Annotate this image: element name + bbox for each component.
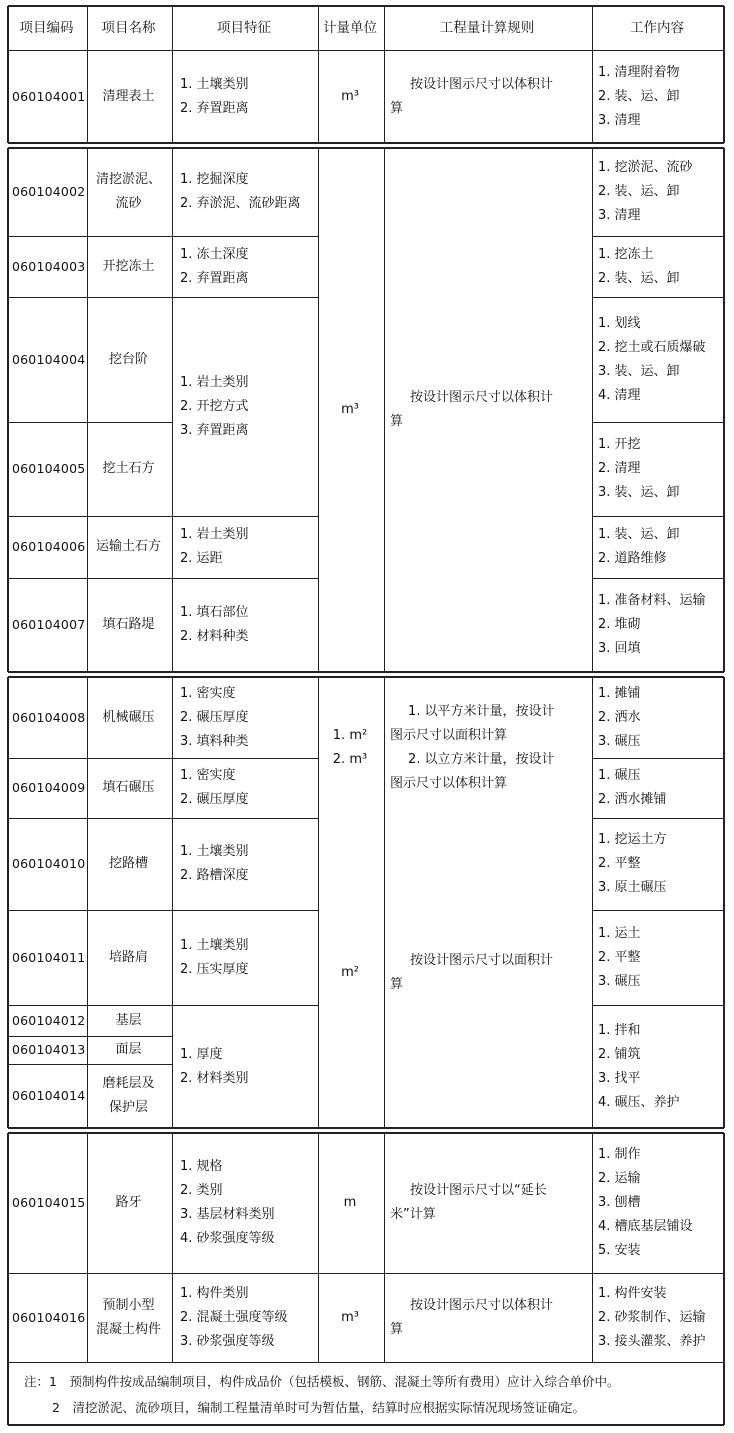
header-features — [172, 16, 316, 40]
item-code — [12, 85, 85, 109]
item-name-line: 清挖淤泥、 — [95, 172, 161, 187]
measure-unit-line: 2. m³ — [332, 752, 368, 767]
measure-unit-line: m³ — [341, 89, 359, 104]
item-code-line: 060104004 — [12, 352, 86, 367]
item-features — [180, 523, 316, 571]
item-features-line: 2. 弃置距离 — [180, 101, 249, 116]
table-rule — [592, 1133, 593, 1362]
table-rule — [592, 516, 724, 517]
item-features-line: 3. 基层材料类别 — [180, 1207, 275, 1222]
item-name-line: 培路肩 — [108, 950, 148, 965]
item-work-line: 1. 准备材料、运输 — [598, 593, 706, 608]
table-rule — [8, 1064, 172, 1065]
item-features-line: 3. 弃置距离 — [180, 423, 249, 438]
table-rule — [384, 148, 385, 672]
table-rule — [8, 297, 172, 298]
item-name — [87, 1009, 170, 1033]
item-features-line: 2. 压实厚度 — [180, 962, 249, 977]
item-code — [12, 852, 85, 876]
table-rule — [384, 1133, 385, 1362]
item-work-line: 2. 洒水摊铺 — [598, 792, 667, 807]
item-features — [180, 764, 316, 812]
item-code — [12, 1009, 85, 1033]
item-code-line: 060104011 — [12, 950, 86, 965]
table-rule — [592, 148, 593, 672]
item-name — [87, 776, 170, 800]
calculation-rule-line: 按设计图示尺寸以体积计 — [410, 77, 554, 92]
note-2: 2 清挖淤泥、流砂项目，编制工程量清单时可为暂估量，结算时应根据实际情况现场签证确定。 — [52, 1400, 585, 1415]
item-work — [598, 312, 722, 408]
item-work — [598, 523, 722, 571]
item-name-line: 路牙 — [115, 1195, 142, 1210]
table-rule — [592, 297, 724, 298]
table-rule — [8, 236, 172, 237]
item-work-line: 1. 拌和 — [598, 1023, 641, 1038]
item-work-line: 2. 平整 — [598, 856, 641, 871]
item-features-line: 1. 厚度 — [180, 1047, 223, 1062]
item-work-line: 3. 装、运、卸 — [598, 364, 680, 379]
item-features — [180, 934, 316, 982]
item-name — [87, 348, 170, 372]
table-rule — [8, 672, 172, 673]
table-rule — [7, 148, 9, 672]
measure-unit — [318, 85, 382, 109]
item-name — [87, 946, 170, 970]
item-work-line: 3. 接头灌浆、养护 — [598, 1334, 706, 1349]
item-code-line: 060104008 — [12, 710, 86, 725]
item-name — [87, 613, 170, 637]
table-rule — [172, 677, 173, 1128]
item-features-line: 1. 填石部位 — [180, 605, 249, 620]
item-work-line: 1. 划线 — [598, 316, 641, 331]
measure-unit — [318, 398, 382, 422]
table-rule — [8, 1132, 724, 1133]
item-work-line: 3. 回填 — [598, 641, 641, 656]
calculation-rule-line: 按设计图示尺寸以“延长 — [410, 1183, 547, 1198]
header-item-name-line: 项目名称 — [101, 20, 156, 36]
item-name — [87, 1038, 170, 1062]
item-name-line: 挖土石方 — [102, 461, 155, 476]
item-features — [180, 682, 316, 754]
item-work-line: 1. 构件安装 — [598, 1286, 667, 1301]
table-rule — [8, 1273, 172, 1274]
table-rule — [8, 147, 724, 148]
item-work-line: 3. 刨槽 — [598, 1195, 641, 1210]
item-work-line: 1. 装、运、卸 — [598, 527, 680, 542]
measure-unit — [318, 1306, 382, 1330]
table-rule — [7, 1133, 9, 1425]
item-work-line: 3. 碾压 — [598, 734, 641, 749]
item-work — [598, 1282, 722, 1354]
item-code — [12, 457, 85, 481]
item-features — [180, 1155, 316, 1251]
item-features-line: 1. 构件类别 — [180, 1286, 249, 1301]
item-work-line: 2. 清理 — [598, 461, 641, 476]
header-item-name — [87, 16, 170, 40]
header-unit-line: 计量单位 — [323, 20, 377, 36]
item-features-line: 1. 规格 — [180, 1159, 223, 1174]
table-rule — [8, 758, 172, 759]
item-work — [598, 1143, 722, 1263]
calculation-rule-line: 2. 以立方米计量，按设计 — [408, 752, 555, 767]
item-name-line: 机械碾压 — [102, 710, 155, 725]
item-work-line: 3. 原土碾压 — [598, 880, 667, 895]
item-code-line: 060104013 — [12, 1042, 86, 1057]
table-rule — [172, 1273, 318, 1274]
item-work — [598, 682, 722, 754]
item-features-line: 1. 岩土类别 — [180, 527, 249, 542]
item-name-line: 面层 — [115, 1042, 142, 1057]
note-1: 注：1 预制构件按成品编制项目，构件成品价（包括模板、钢筋、混凝土等所有费用）应计入综合单价中。 — [24, 1374, 620, 1389]
item-name-line: 流砂 — [115, 196, 142, 211]
measure-unit — [318, 1191, 382, 1215]
item-code — [12, 1038, 85, 1062]
header-item-code-line: 项目编码 — [19, 20, 74, 36]
table-rule — [723, 1133, 725, 1425]
item-work-line: 2. 堆砌 — [598, 617, 641, 632]
item-work-line: 2. 装、运、卸 — [598, 271, 680, 286]
item-features — [180, 840, 316, 888]
item-work-line: 2. 砂浆制作、运输 — [598, 1310, 706, 1325]
calculation-rule — [390, 1294, 590, 1342]
item-features-line: 1. 冻土深度 — [180, 247, 249, 262]
table-rule — [172, 516, 318, 517]
calculation-rule-line: 按设计图示尺寸以面积计 — [410, 953, 554, 968]
item-code-line: 060104014 — [12, 1088, 86, 1103]
calculation-rule — [390, 949, 590, 997]
measure-unit — [318, 961, 382, 985]
item-features-line: 2. 混凝土强度等级 — [180, 1310, 288, 1325]
item-features-line: 1. 密实度 — [180, 686, 236, 701]
table-rule — [384, 677, 385, 1128]
item-code-line: 060104001 — [12, 89, 86, 104]
table-rule — [8, 422, 172, 423]
item-work-line: 2. 运输 — [598, 1171, 641, 1186]
calculation-rule — [390, 386, 590, 434]
item-code-line: 060104006 — [12, 539, 86, 554]
table-rule — [8, 1036, 172, 1037]
table-rule — [172, 297, 318, 298]
item-name — [87, 1294, 170, 1342]
item-name-line: 混凝土构件 — [95, 1322, 161, 1337]
item-code — [12, 255, 85, 279]
item-work-line: 1. 挖淤泥、流砂 — [598, 160, 693, 175]
table-rule — [592, 1273, 724, 1274]
item-work-line: 4. 清理 — [598, 388, 641, 403]
calculation-rule — [390, 1179, 590, 1227]
item-features-line: 1. 土壤类别 — [180, 938, 249, 953]
measure-unit-line: 1. m² — [332, 728, 368, 743]
item-name — [87, 85, 170, 109]
table-rule — [723, 148, 725, 672]
item-work — [598, 243, 722, 291]
item-work-line: 2. 装、运、卸 — [598, 184, 680, 199]
item-work-line: 1. 摊铺 — [598, 686, 641, 701]
calculation-rule-line: 算 — [390, 414, 404, 429]
item-work-line: 1. 运土 — [598, 926, 641, 941]
item-code — [12, 180, 85, 204]
table-rule — [8, 50, 724, 51]
item-name-line: 预制小型 — [102, 1298, 155, 1313]
item-work — [598, 922, 722, 994]
item-name — [87, 255, 170, 279]
header-features-line: 项目特征 — [217, 20, 271, 36]
item-code — [12, 613, 85, 637]
item-code-line: 060104009 — [12, 780, 86, 795]
header-work — [592, 16, 722, 40]
item-work-line: 3. 找平 — [598, 1071, 641, 1086]
table-rule — [172, 1133, 173, 1362]
table-rule — [87, 148, 88, 672]
item-features-line: 3. 填料种类 — [180, 734, 249, 749]
item-features-line: 2. 碾压厚度 — [180, 710, 249, 725]
item-name — [87, 706, 170, 730]
item-features-line: 1. 岩土类别 — [180, 375, 249, 390]
item-code-line: 060104012 — [12, 1013, 86, 1028]
table-rule — [8, 910, 172, 911]
header-rule-line: 工程量计算规则 — [439, 20, 535, 36]
item-code-line: 060104002 — [12, 184, 86, 199]
table-rule — [723, 677, 725, 1128]
header-rule — [384, 16, 590, 40]
table-rule — [172, 758, 318, 759]
table-rule — [8, 5, 724, 7]
table-rule — [172, 818, 318, 819]
item-work-line: 1. 清理附着物 — [598, 65, 680, 80]
measure-unit-line: m³ — [341, 402, 359, 417]
item-work-line: 3. 碾压 — [598, 974, 641, 989]
calculation-rule-line: 图示尺寸以体积计算 — [390, 776, 508, 791]
calculation-rule-line: 米”计算 — [390, 1207, 436, 1222]
measure-unit — [318, 724, 382, 772]
item-features-line: 2. 弃置距离 — [180, 271, 249, 286]
item-features-line: 1. 挖掘深度 — [180, 172, 249, 187]
item-name-line: 运输土石方 — [95, 539, 161, 554]
item-work-line: 1. 制作 — [598, 1147, 641, 1162]
item-features-line: 1. 土壤类别 — [180, 77, 249, 92]
item-features-line: 2. 材料种类 — [180, 629, 249, 644]
table-rule — [8, 676, 724, 677]
item-work-line: 5. 安装 — [598, 1243, 641, 1258]
item-work-line: 2. 道路维修 — [598, 551, 667, 566]
table-rule — [592, 236, 724, 237]
item-name-line: 保护层 — [108, 1100, 148, 1115]
table-rule — [7, 677, 9, 1128]
item-name-line: 基层 — [115, 1013, 142, 1028]
item-features-line: 2. 运距 — [180, 551, 223, 566]
item-name — [87, 457, 170, 481]
table-rule — [172, 236, 318, 237]
item-name-line: 开挖冻土 — [102, 259, 155, 274]
item-name-line: 填石碾压 — [102, 780, 155, 795]
item-name-line: 清理表土 — [102, 89, 155, 104]
header-work-line: 工作内容 — [630, 20, 684, 36]
measure-unit-line: m³ — [341, 1310, 359, 1325]
item-code-line: 060104015 — [12, 1195, 86, 1210]
calculation-rule-line: 算 — [390, 101, 404, 116]
item-features — [180, 168, 316, 216]
table-rule — [8, 1362, 724, 1363]
table-rule — [723, 6, 725, 143]
item-work-line: 2. 洒水 — [598, 710, 641, 725]
item-code — [12, 1191, 85, 1215]
item-work-line: 4. 碾压、养护 — [598, 1095, 680, 1110]
table-rule — [172, 578, 318, 579]
table-rule — [592, 677, 593, 1128]
item-features — [180, 243, 316, 291]
table-rule — [592, 578, 724, 579]
item-code — [12, 348, 85, 372]
table-rule — [8, 1424, 724, 1426]
item-features-line: 2. 路槽深度 — [180, 868, 249, 883]
calculation-rule — [390, 73, 590, 121]
item-work — [598, 61, 722, 133]
item-work-line: 1. 碾压 — [598, 768, 641, 783]
item-work-line: 1. 开挖 — [598, 437, 641, 452]
item-work — [598, 433, 722, 505]
item-name — [87, 535, 170, 559]
item-features-line: 4. 砂浆强度等级 — [180, 1231, 275, 1246]
item-features-line: 2. 碾压厚度 — [180, 792, 249, 807]
item-code-line: 060104016 — [12, 1310, 86, 1325]
item-work-line: 3. 装、运、卸 — [598, 485, 680, 500]
item-features-line: 2. 开挖方式 — [180, 399, 249, 414]
item-name — [87, 1191, 170, 1215]
table-rule — [8, 516, 172, 517]
item-work-line: 1. 挖运土方 — [598, 832, 667, 847]
item-features-line: 1. 土壤类别 — [180, 844, 249, 859]
item-work-line: 2. 铺筑 — [598, 1047, 641, 1062]
calculation-rule-line: 按设计图示尺寸以体积计 — [410, 390, 554, 405]
item-work-line: 2. 挖土或石质爆破 — [598, 340, 706, 355]
table-rule — [172, 1005, 318, 1006]
item-work — [598, 764, 722, 812]
item-features — [180, 73, 316, 121]
table-rule — [592, 910, 724, 911]
item-work-line: 4. 槽底基层铺设 — [598, 1219, 693, 1234]
item-name — [87, 1072, 170, 1120]
item-code — [12, 946, 85, 970]
calculation-rule — [390, 700, 590, 796]
item-work — [598, 589, 722, 661]
item-work-line: 1. 挖冻土 — [598, 247, 654, 262]
item-features-line: 3. 砂浆强度等级 — [180, 1334, 275, 1349]
item-work-line: 2. 装、运、卸 — [598, 89, 680, 104]
item-code — [12, 1084, 85, 1108]
item-features-line: 2. 材料类别 — [180, 1071, 249, 1086]
calculation-rule-line: 按设计图示尺寸以体积计 — [410, 1298, 554, 1313]
item-name — [87, 168, 170, 216]
calculation-rule-line: 图示尺寸以面积计算 — [390, 728, 508, 743]
item-features-line: 1. 密实度 — [180, 768, 236, 783]
table-rule — [8, 818, 172, 819]
item-code-line: 060104007 — [12, 617, 86, 632]
item-code-line: 060104010 — [12, 856, 86, 871]
item-name-line: 填石路堤 — [102, 617, 155, 632]
table-rule — [8, 1005, 172, 1006]
item-code-line: 060104003 — [12, 259, 86, 274]
item-code — [12, 776, 85, 800]
item-name — [87, 852, 170, 876]
calculation-rule-line: 1. 以平方米计量，按设计 — [408, 704, 555, 719]
item-work — [598, 1019, 722, 1115]
item-name-line: 挖路槽 — [108, 856, 148, 871]
calculation-rule-line: 算 — [390, 1322, 404, 1337]
item-name-line: 挖台阶 — [108, 352, 148, 367]
table-rule — [8, 578, 172, 579]
item-features-line: 2. 弃淤泥、流砂距离 — [180, 196, 301, 211]
table-rule — [8, 143, 172, 144]
table-rule — [172, 148, 173, 672]
table-rule — [592, 818, 724, 819]
item-work-line: 2. 平整 — [598, 950, 641, 965]
table-rule — [592, 758, 724, 759]
item-work-line: 3. 清理 — [598, 208, 641, 223]
header-item-code — [8, 16, 85, 40]
item-features-line: 2. 类别 — [180, 1183, 223, 1198]
item-name-line: 磨耗层及 — [102, 1076, 155, 1091]
header-unit — [318, 16, 382, 40]
item-code-line: 060104005 — [12, 461, 86, 476]
table-rule — [592, 422, 724, 423]
item-work — [598, 156, 722, 228]
item-features — [180, 1282, 316, 1354]
table-rule — [592, 1005, 724, 1006]
measure-unit-line: m — [343, 1195, 357, 1210]
table-rule — [8, 1128, 172, 1129]
item-code — [12, 1306, 85, 1330]
item-code — [12, 706, 85, 730]
item-code — [12, 535, 85, 559]
table-rule — [172, 910, 318, 911]
item-work-line: 3. 清理 — [598, 113, 641, 128]
table-rule — [318, 1273, 592, 1274]
measure-unit-line: m² — [341, 965, 359, 980]
item-work — [598, 828, 722, 900]
item-features — [180, 1043, 316, 1091]
calculation-rule-line: 算 — [390, 977, 404, 992]
item-features — [180, 371, 316, 443]
item-features — [180, 601, 316, 649]
